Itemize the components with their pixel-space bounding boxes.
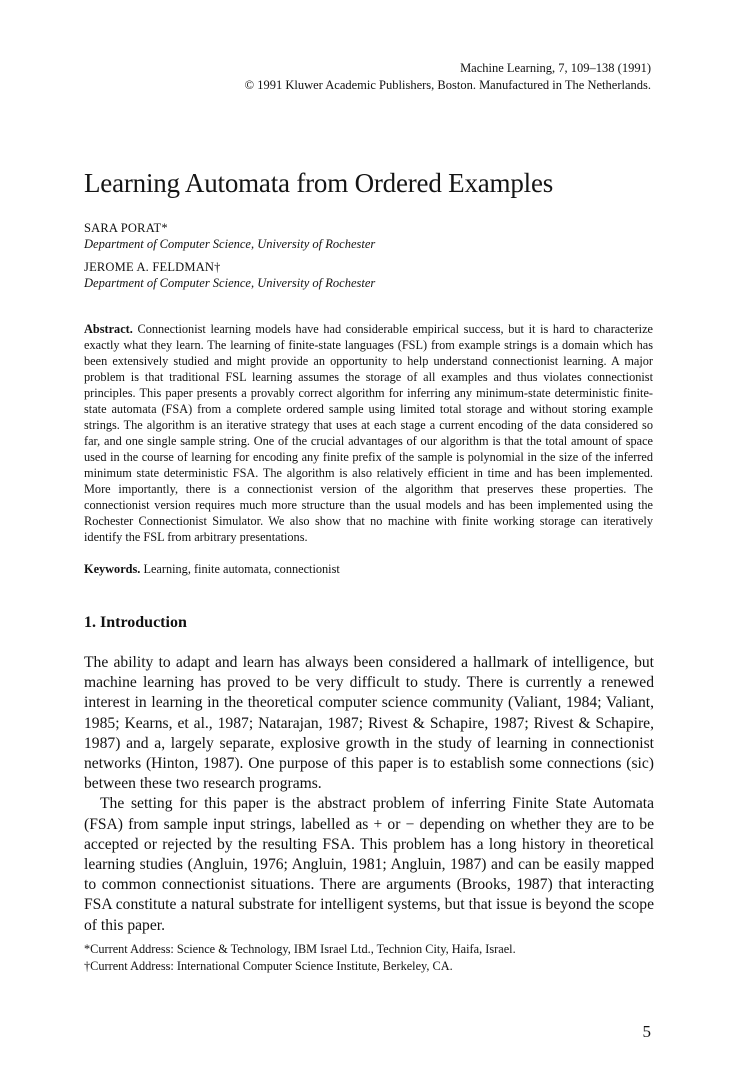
footnote: *Current Address: Science & Technology, IBM Israel Ltd., Technion City, Haifa, Israel. (84, 942, 516, 956)
author-affiliation: Department of Computer Science, University of Rochester (84, 276, 376, 290)
keywords-text: Learning, finite automata, connectionist (143, 562, 340, 576)
abstract-text: Connectionist learning models have had considerable empirical success, but it is hard to characterize exactly what they learn. The learning of finite-state languages (FSL) from example strings is a domain which has been extensively studied and might provide an opportunity to help understand connectionist learning. A major problem is that traditional FSL learning assumes the storage of all examples and thus violates connectionist principles. This paper presents a provably correct algorithm for inferring any minimum-state deterministic finite-state automata (FSA) from a complete ordered sample using limited total storage and without storing example strings. The algorithm is an iterative strategy that uses at each stage a current encoding of the data considered so far, and one single sample string. One of the crucial advantages of our algorithm is that the total amount of space used in the course of learning for encoding any finite prefix of the sample is polynomial in the size of the inferred minimum state deterministic FSA. The algorithm is also relatively efficient in time and has been implemented. More importantly, there is a connectionist version of the algorithm that preserves these properties. The connectionist version requires much more structure than the usual models and has been implemented using the Rochester Connectionist Simulator. We also show that no machine with finite working storage can iteratively identify the FSL from arbitrary presentations. (84, 322, 654, 544)
abstract-label: Abstract. (84, 322, 133, 336)
author-name: SARA PORAT* (84, 221, 168, 235)
journal-citation: Machine Learning, 7, 109–138 (1991) (460, 61, 651, 75)
author-name: JEROME A. FELDMAN† (84, 260, 221, 274)
publisher-line: © 1991 Kluwer Academic Publishers, Boston. Manufactured in The Netherlands. (244, 78, 651, 92)
footnotes (84, 941, 516, 975)
section-title: 1. Introduction (84, 614, 187, 631)
author-affiliation: Department of Computer Science, University of Rochester (84, 237, 376, 251)
paragraph: The setting for this paper is the abstract problem of inferring Finite State Automata (FSA) from sample input strings, labelled as + or − depending on whether they are to be accepted or rejected by the resulting FSA. This problem has a long history in theoretical learning studies (Angluin, 1976; Angluin, 1981; Angluin, 1987) and can be easily mapped to common connectionist situations. There are arguments (Brooks, 1987) that interacting FSA constitute a natural substrate for intelligent systems, but that issue is beyond the scope of this paper. (84, 795, 654, 934)
abstract (84, 321, 653, 545)
keywords-label: Keywords. (84, 562, 141, 576)
keywords (84, 561, 340, 577)
paper-title: Learning Automata from Ordered Examples (84, 168, 554, 198)
footnote: †Current Address: International Computer Science Institute, Berkeley, CA. (84, 959, 453, 973)
author-block (84, 220, 375, 252)
page-number: 5 (642, 1022, 651, 1041)
paragraph: The ability to adapt and learn has always been considered a hallmark of intelligence, but machine learning has proved to be very difficult to study. There is currently a renewed interest in learning in the theoretical computer science community (Valiant, 1984; Valiant, 1985; Kearns, et al., 1987; Natarajan, 1987; Rivest & Schapire, 1987; Rivest & Schapire, 1987) and a, largely separate, explosive growth in the study of learning in connectionist networks (Hinton, 1987). One purpose of this paper is to establish some connections (sic) between these two research programs. (84, 654, 654, 793)
author-block (84, 259, 375, 291)
section-body (84, 653, 654, 936)
